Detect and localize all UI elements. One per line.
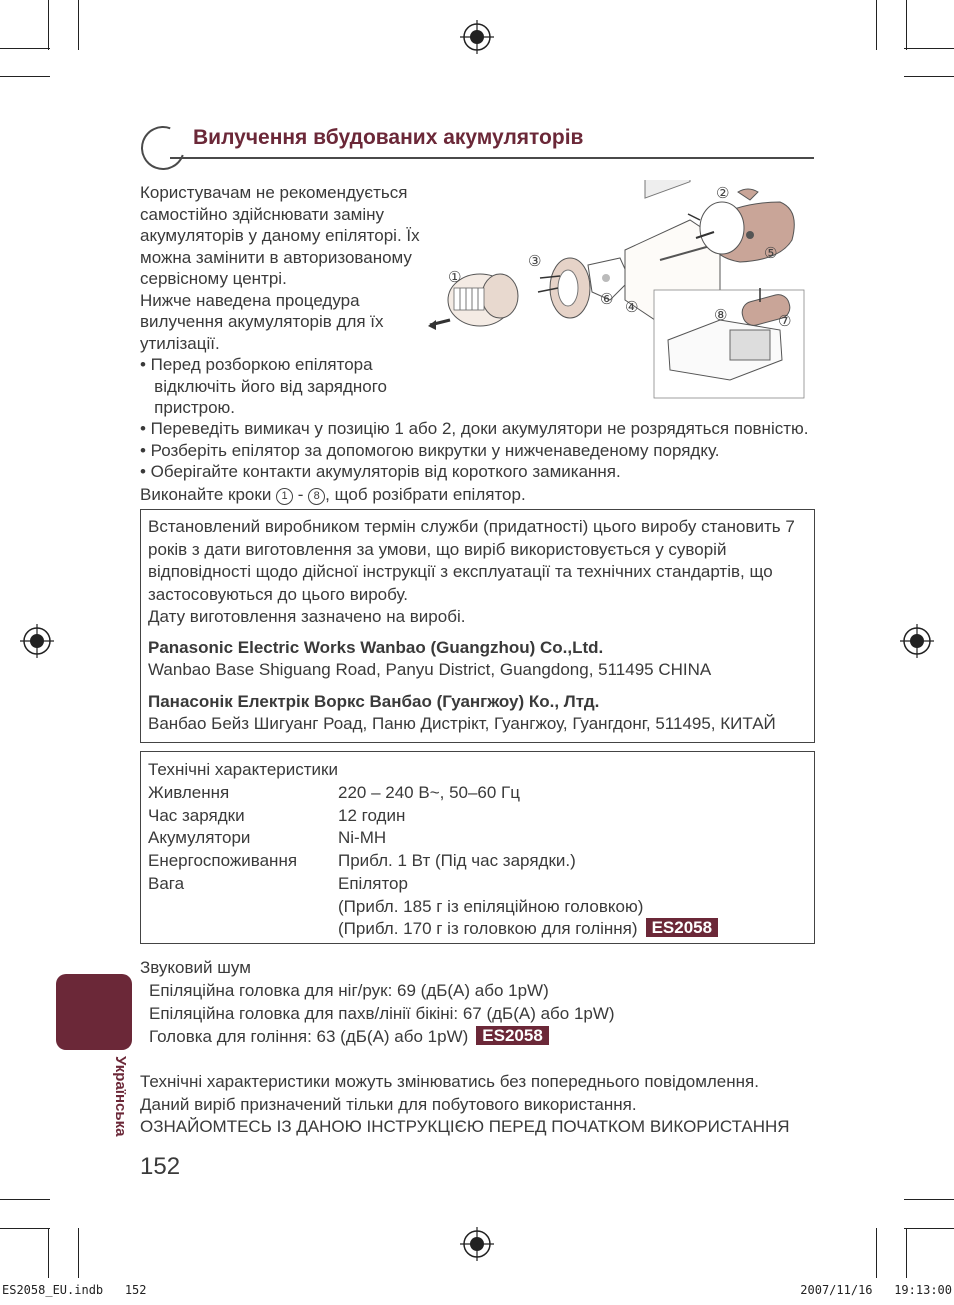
steps-line [140,484,808,506]
service-line: застосовуються до цього виробу. [148,584,409,604]
service-life-box [140,509,815,743]
step-from: 1 [276,488,293,505]
intro-line: утилізації. [140,333,220,353]
callout-4: ④ [625,298,639,316]
noise-title: Звуковий шум [140,958,251,977]
steps-dash: - [293,484,309,504]
note-line: Технічні характеристики можуть змінюватись без попереднього повідомлення. [140,1072,759,1091]
battery-pack-illustration [654,288,804,398]
service-line: Дату виготовлення зазначено на виробі. [148,607,466,626]
spec-label: Енергоспоживання [148,851,298,871]
intro-line: самостійно здійснювати заміну [140,204,385,224]
steps-suffix: , щоб розібрати епілятор. [325,484,526,504]
footer-timestamp: 2007/11/16 19:13:00 [800,1283,952,1297]
page-number: 152 [140,1153,181,1180]
company-name-ua: Панасонік Електрік Воркс Ванбао (Гуангжоу) Ко., Лтд. [148,691,600,711]
callout-6: ⑥ [600,290,614,308]
model-badge: ES2058 [476,1026,549,1045]
closing-notes [140,1071,790,1139]
registration-mark-top [460,20,494,54]
epilator-head-illustration [428,274,518,330]
bullet-item: • Оберігайте контакти акумуляторів від короткого замикання. [140,462,621,481]
intro-line: • Перед розборкою епілятора [140,355,373,374]
spec-label: Час зарядки [148,805,245,825]
specs-table [148,782,718,941]
frame-ring-illustration [538,258,630,318]
weight-with-shaving-head: (Прибл. 170 г із головкою для гоління) [338,919,638,939]
spec-label: Вага [148,873,185,893]
note-line: Даний виріб призначений тільки для побутового використання. [140,1094,637,1114]
callout-3: ③ [528,252,542,270]
intro-line: Нижче наведена процедура [140,290,360,310]
intro-line: сервісному центрі. [140,269,287,288]
spec-value: 12 годин [338,805,406,825]
spec-row [148,782,718,805]
spec-row [148,805,718,828]
spec-label: Живлення [148,783,230,802]
steps-prefix: Виконайте кроки [140,484,277,504]
spec-value: Ni-MH [338,828,387,848]
service-life-text [148,516,795,736]
spec-value: Епілятор [338,873,408,893]
spec-row [148,896,718,919]
callout-8: ⑧ [714,306,728,324]
spec-value: Прибл. 1 Вт (Під час зарядки.) [338,851,576,871]
disassembly-diagram [420,180,814,405]
model-badge: ES2058 [646,918,719,937]
spec-label: Акумулятори [148,828,251,848]
registration-mark-right [900,624,934,658]
heading-ornament [134,119,192,177]
section-heading: Вилучення вбудованих акумуляторів [193,126,584,149]
language-tab [56,974,132,1050]
note-line: ОЗНАЙОМТЕСЬ ІЗ ДАНОЮ ІНСТРУКЦІЄЮ ПЕРЕД ПОЧАТКОМ ВИКОРИСТАННЯ [140,1117,790,1136]
intro-line: пристрою. [140,398,235,417]
company-address-en: Wanbao Base Shiguang Road, Panyu District, Guangdong, 511495 CHINA [148,660,712,679]
intro-line: акумуляторів у даному епіляторі. Їх [140,226,420,245]
specifications-box [140,751,815,944]
callout-5: ⑤ [764,244,778,262]
registration-mark-left [20,624,54,658]
specs-title: Технічні характеристики [148,760,338,779]
company-address-ua: Ванбао Бейз Шигуанг Роад, Паню Дистрікт, Гуангжоу, Гуангдонг, 511495, КИТАЙ [148,714,776,733]
noise-line: Епіляційна головка для ніг/рук: 69 (дБ(А) або 1pW) [149,981,549,1000]
spec-value: 220 – 240 В~, 50–60 Гц [338,783,521,802]
intro-line: можна замінити в авторизованому [140,247,412,267]
callout-1: ① [448,268,462,286]
registration-mark-bottom [460,1227,494,1261]
intro-line: Користувачам не рекомендується [140,183,408,202]
noise-line: Епіляційна головка для пахв/лінії бікіні: 67 (дБ(А) або 1pW) [149,1004,615,1023]
intro-text [140,182,420,419]
language-label: Українська [112,1056,129,1137]
spec-row [148,850,718,873]
step-to: 8 [308,488,325,505]
weight-with-epilation-head: (Прибл. 185 г із епіляційною головкою) [338,896,644,916]
callout-7: ⑦ [778,312,792,330]
noise-section [140,956,615,1048]
instruction-bullets [140,418,808,505]
company-name-en: Panasonic Electric Works Wanbao (Guangzhou) Co.,Ltd. [148,637,604,657]
service-line: років з дати виготовлення за умови, що виріб використовується у суворій [148,539,727,559]
footer-file-info: ES2058_EU.indb 152 [2,1283,147,1297]
noise-shaving: Головка для гоління: 63 (дБ(А) або 1pW) [149,1027,469,1046]
bullet-item: • Переведіть вимикач у позицію 1 або 2, доки акумулятори не розрядяться повністю. [140,419,809,438]
callout-2: ② [716,184,730,202]
spec-row [148,873,718,896]
intro-line: відключіть його від зарядного [140,376,387,396]
bullet-item: • Розберіть епілятор за допомогою викрутки у нижченаведеному порядку. [140,440,720,460]
intro-line: вилучення акумуляторів для їх [140,312,384,331]
service-line: Встановлений виробником термін служби (придатності) цього виробу становить 7 [148,517,795,536]
noise-line [140,1025,615,1048]
heading-rule [170,157,814,159]
spec-row [148,827,718,850]
service-line: відповідності щодо дійсної інструкції з експлуатації та технічних стандартів, що [148,562,773,581]
spec-row [148,918,718,941]
